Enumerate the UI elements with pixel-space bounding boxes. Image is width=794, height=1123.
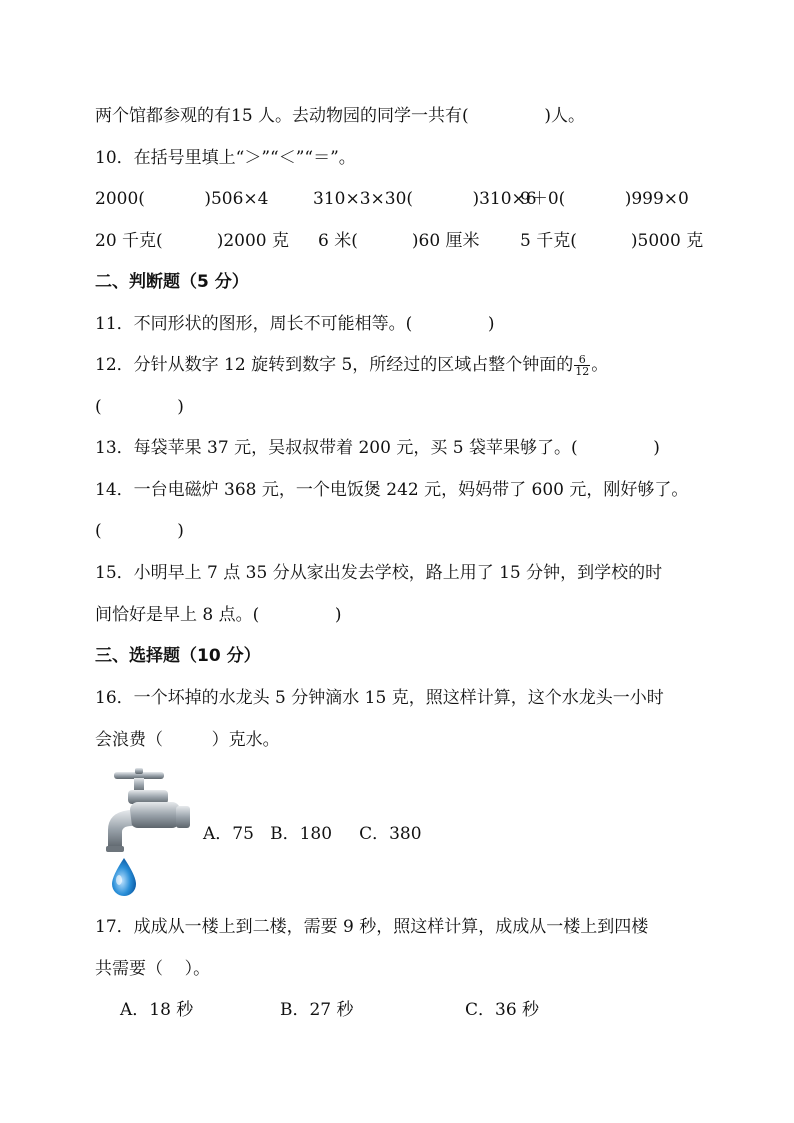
- section-judge-title: 二、判断题（5 分）: [95, 272, 249, 292]
- q17-option-a: A．18 秒: [120, 1000, 194, 1020]
- q16-text-line2: 会浪费（ ）克水。: [95, 730, 280, 750]
- q12-fraction-denominator: 12: [575, 365, 590, 378]
- compare-1b: 310×3×30( )310×6: [313, 189, 537, 209]
- q13-text: 13．每袋苹果 37 元，吴叔叔带着 200 元，买 5 袋苹果够了。( ): [95, 438, 660, 458]
- q17-text-line2: 共需要（ ）。: [95, 959, 211, 979]
- compare-1a: 2000( )506×4: [95, 189, 269, 209]
- q14-text: 14．一台电磁炉 368 元，一个电饭煲 242 元，妈妈带了 600 元，刚好够了。: [95, 480, 689, 500]
- q12-suffix: 。: [591, 355, 609, 375]
- q17-option-c: C．36 秒: [465, 1000, 540, 1020]
- compare-1c: 9＋0( )999×0: [520, 189, 689, 209]
- section-choice-title: 三、选择题（10 分）: [95, 646, 261, 666]
- compare-2b: 6 米( )60 厘米: [318, 231, 480, 251]
- q10-text: 10．在括号里填上“＞”“＜”“＝”。: [95, 148, 356, 168]
- q9-continuation: 两个馆都参观的有15 人。去动物园的同学一共有( )人。: [95, 106, 585, 126]
- q11-text: 11．不同形状的图形，周长不可能相等。( ): [95, 314, 495, 334]
- q17-option-b: B．27 秒: [280, 1000, 354, 1020]
- q17-text-line1: 17．成成从一楼上到二楼，需要 9 秒，照这样计算，成成从一楼上到四楼: [95, 917, 649, 937]
- faucet-icon: [100, 768, 200, 903]
- compare-2c: 5 千克( )5000 克: [520, 231, 704, 251]
- q15-text-line2: 间恰好是早上 8 点。( ): [95, 605, 342, 625]
- q12-answer-paren: ( ): [95, 397, 184, 417]
- q15-text-line1: 15．小明早上 7 点 35 分从家出发去学校，路上用了 15 分钟，到学校的时: [95, 563, 663, 583]
- compare-2a: 20 千克( )2000 克: [95, 231, 290, 251]
- q16-options: A．75 B．180 C．380: [203, 824, 422, 844]
- q12-fraction: [574, 354, 590, 377]
- q12-text: [95, 353, 608, 377]
- q12-prefix: 12．分针从数字 12 旋转到数字 5，所经过的区域占整个钟面的: [95, 355, 574, 375]
- q12-fraction-numerator: 6: [574, 354, 590, 366]
- q14-answer-paren: ( ): [95, 521, 184, 541]
- water-drop-icon: [112, 858, 136, 896]
- q16-text-line1: 16．一个坏掉的水龙头 5 分钟滴水 15 克，照这样计算，这个水龙头一小时: [95, 688, 664, 708]
